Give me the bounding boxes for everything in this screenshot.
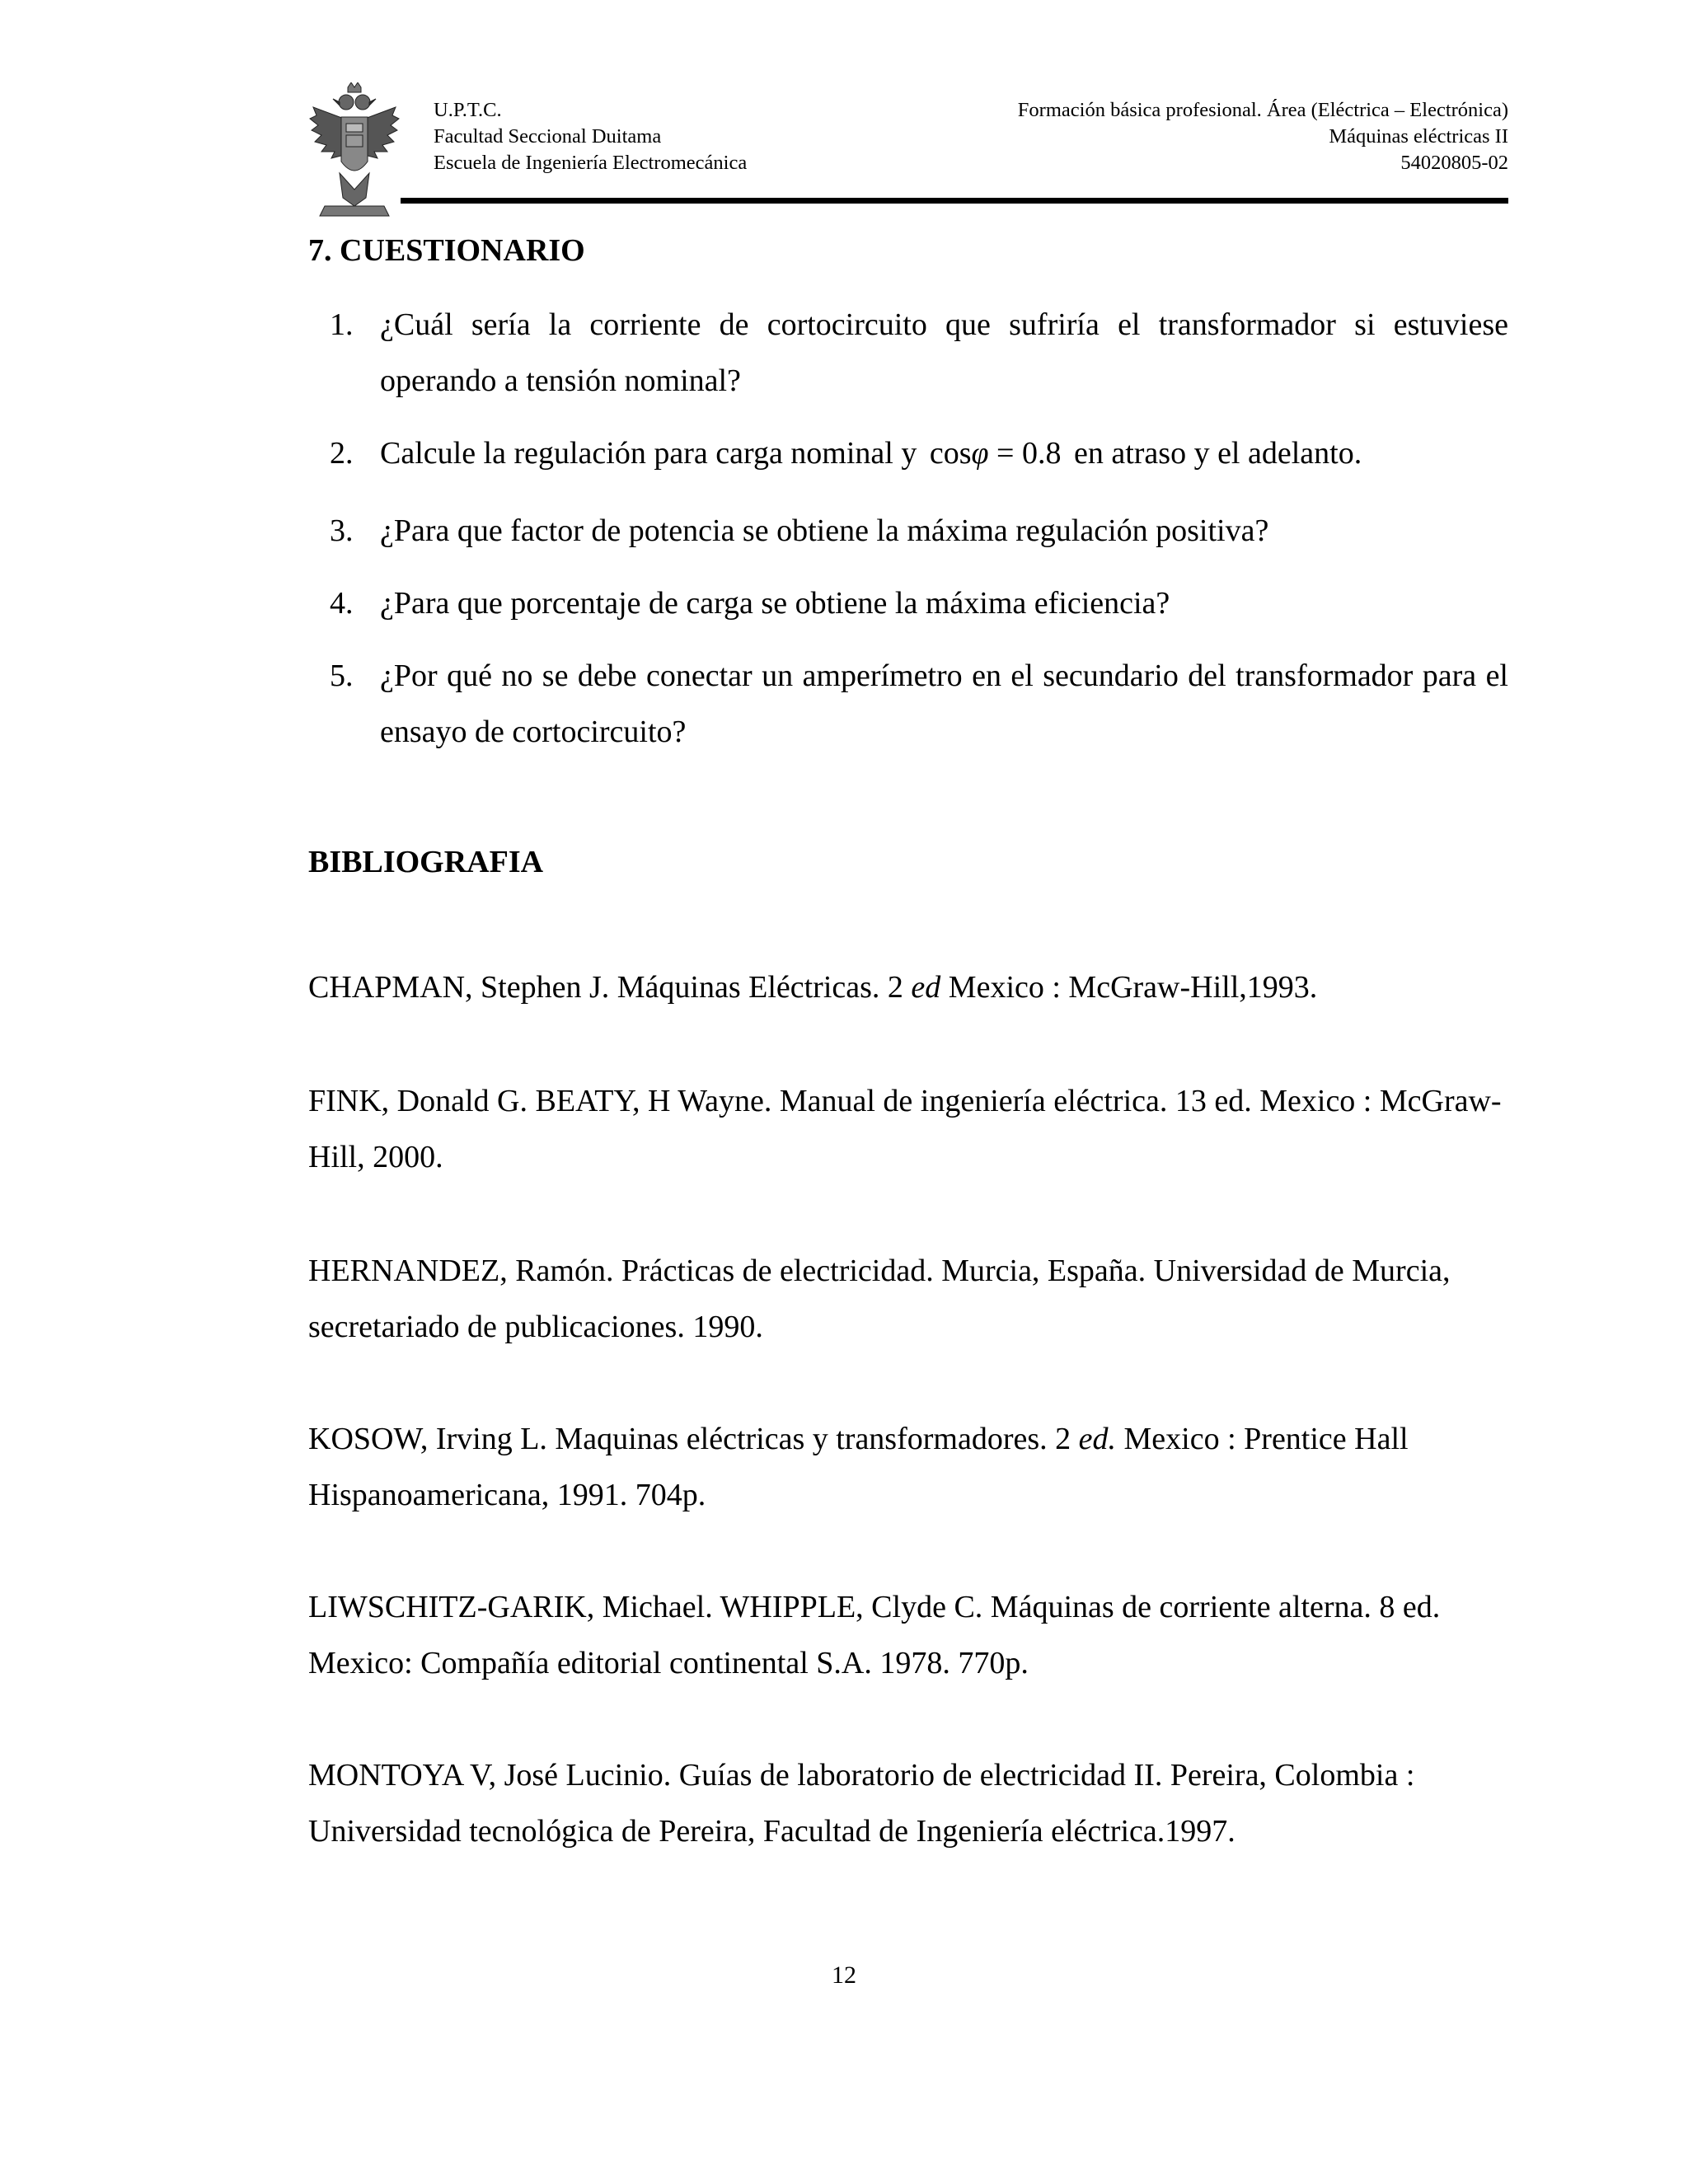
- question-text-part: Calcule la regulación para carga nominal y: [380, 436, 917, 471]
- question-number: 1.: [330, 307, 354, 342]
- reference-text: CHAPMAN, Stephen J. Máquinas Eléctricas. 2: [308, 970, 912, 1005]
- question-item: [330, 425, 1508, 481]
- formula-variable: φ: [971, 436, 989, 471]
- formula-value: = 0.8: [988, 436, 1062, 471]
- reference-text: FINK, Donald G. BEATY, H Wayne. Manual de ingeniería eléctrica. 13 ed. Mexico : McGraw-Hill, 2000.: [308, 1084, 1502, 1174]
- question-number: 3.: [330, 513, 354, 548]
- question-text-part: en atraso y el adelanto.: [1073, 436, 1362, 471]
- reference-italic: ed: [911, 970, 941, 1005]
- reference-text: Mexico : Prentice Hall Hispanoamericana, 1991. 704p.: [308, 1422, 1409, 1512]
- header-divider: [401, 198, 1508, 204]
- page-number: 12: [832, 1961, 856, 1989]
- reference-text: Mexico : McGraw-Hill,1993.: [940, 970, 1318, 1005]
- question-item: [330, 575, 1508, 631]
- question-text: ¿Por qué no se debe conectar un amperímetro en el secundario del transformador para el ensayo de cortocircuito?: [380, 658, 1508, 749]
- reference-entry: [308, 1243, 1512, 1355]
- reference-entry: [308, 959, 1512, 1015]
- header-course: [1018, 97, 1508, 176]
- formula: [930, 436, 1062, 471]
- header-left-line: Facultad Seccional Duitama: [434, 125, 662, 148]
- question-number: 4.: [330, 586, 354, 621]
- reference-text: HERNANDEZ, Ramón. Prácticas de electricidad. Murcia, España. Universidad de Murcia, secretariado de publicaciones. 1990.: [308, 1254, 1451, 1344]
- reference-entry: [308, 1073, 1512, 1185]
- header-right-line: 54020805-02: [1400, 152, 1508, 174]
- header-institution: [434, 97, 747, 176]
- question-text: ¿Para que porcentaje de carga se obtiene la máxima eficiencia?: [380, 586, 1170, 621]
- reference-text: LIWSCHITZ-GARIK, Michael. WHIPPLE, Clyde C. Máquinas de corriente alterna. 8 ed. Mexico: Compañía editorial continental S.A. 1978. 770p.: [308, 1590, 1441, 1680]
- header-right-line: Formación básica profesional. Área (Eléctrica – Electrónica): [1017, 99, 1508, 121]
- question-number: 2.: [330, 436, 354, 471]
- question-item: [330, 648, 1508, 760]
- eagle-crest-icon: [307, 82, 402, 219]
- question-item: [330, 503, 1508, 559]
- reference-entry: [308, 1411, 1512, 1523]
- bibliography-title: BIBLIOGRAFIA: [308, 845, 544, 879]
- question-text: ¿Para que factor de potencia se obtiene la máxima regulación positiva?: [380, 513, 1269, 548]
- reference-entry: [308, 1579, 1512, 1691]
- header-right-line: Máquinas eléctricas II: [1329, 125, 1508, 148]
- header-left-line: U.P.T.C.: [434, 99, 502, 121]
- section-title: 7. CUESTIONARIO: [308, 233, 585, 268]
- question-number: 5.: [330, 658, 354, 693]
- question-text: [380, 425, 1508, 481]
- question-text: ¿Cuál sería la corriente de cortocircuito que sufriría el transformador si estuviese operando a tensión nominal?: [380, 307, 1508, 398]
- reference-text: KOSOW, Irving L. Maquinas eléctricas y transformadores. 2: [308, 1422, 1079, 1456]
- formula-function: cos: [929, 436, 972, 471]
- header-left-line: Escuela de Ingeniería Electromecánica: [434, 152, 748, 174]
- reference-entry: [308, 1747, 1512, 1859]
- reference-text: MONTOYA V, José Lucinio. Guías de laboratorio de electricidad II. Pereira, Colombia : Universidad tecnológica de Pereira, Facultad de Ingeniería eléctrica.1997.: [308, 1758, 1415, 1849]
- reference-italic: ed.: [1078, 1422, 1117, 1456]
- question-item: [330, 297, 1508, 409]
